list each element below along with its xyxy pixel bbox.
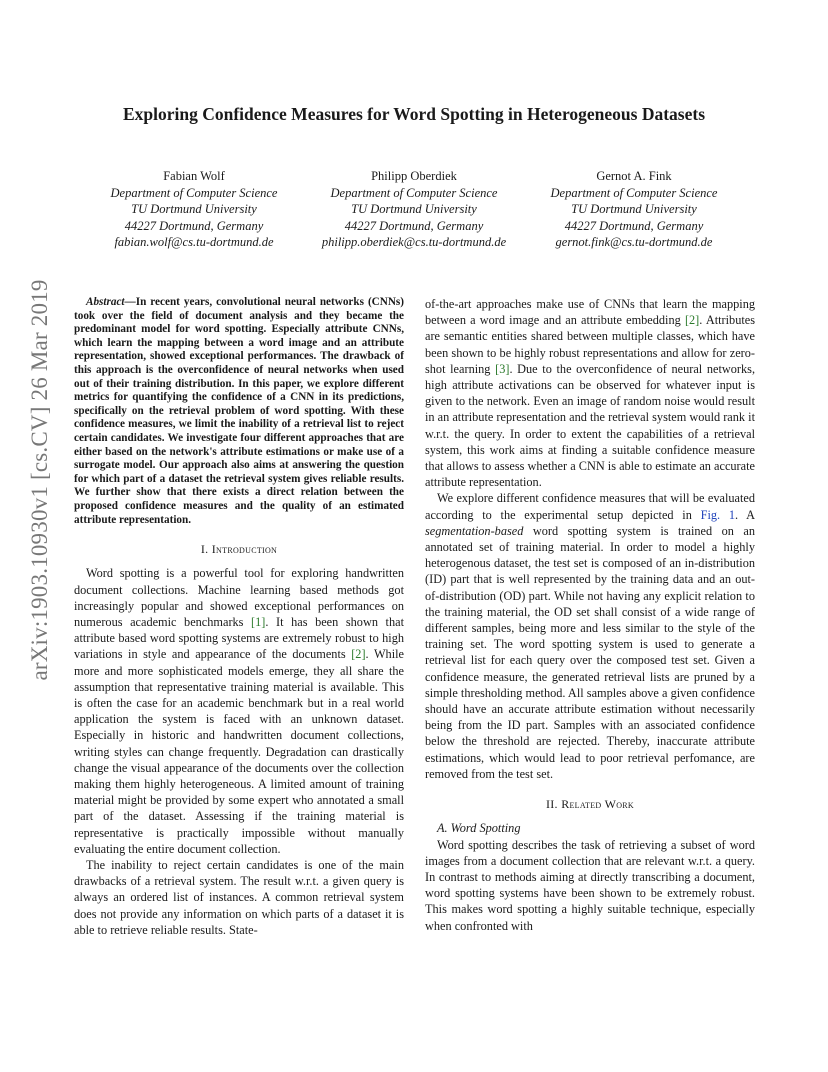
citation-link[interactable]: [2]: [684, 313, 700, 328]
author-university: TU Dortmund University: [571, 202, 697, 216]
text-run: of-the-art approaches make use of CNNs that learn the mapping between a word image and an attribute embedding: [425, 297, 755, 328]
author-address: 44227 Dortmund, Germany: [344, 218, 484, 233]
text-run: . While more and more sophisticated models emerge, they all share the assumption that representative training material is available. This is often the case for an academic benchmark but in a real world application the system is faced with an unknown dataset. Especially in historic and handwritten document collections, writing styles can change frequently. Degradation can drastically change the visual appearance of the documents over the collection making them highly heterogeneous. A limited amount of training material might be provided by some expert who annotated a small part of the dataset. Assessing if the training material is representative is practically impossible without manually evaluating the entire document collection.: [74, 647, 404, 856]
arxiv-identifier: arXiv:1903.10930v1 [cs.CV] 26 Mar 2019: [27, 279, 52, 681]
author-university: TU Dortmund University: [131, 202, 257, 216]
citation-link[interactable]: [2]: [351, 647, 366, 662]
author-name: Philipp Oberdiek: [371, 169, 457, 183]
author-department: Department of Computer Science: [550, 185, 718, 200]
author-department: Department of Computer Science: [110, 185, 278, 200]
abstract-lead: Abstract: [86, 296, 125, 308]
left-column: [74, 296, 404, 938]
text-run: Word spotting is a powerful tool for exploring handwritten document collections. Machine learning based methods got increasingly popular and showed exceptional performances on numerous academic benchmarks: [74, 566, 404, 629]
section-title: Introduction: [211, 542, 278, 557]
intro-paragraph-2: The inability to reject certain candidates is one of the main drawbacks of a retrieval system. The result w.r.t. a given query is always an ordered list of instances. A common retrieval system does not provide any information on which parts of a dataset it is able to retrieve reliable results. State-: [74, 857, 404, 937]
subsection-heading: A. Word Spotting: [437, 821, 521, 836]
author-block-1: [79, 168, 309, 251]
right-column: [425, 296, 755, 934]
author-block-3: [519, 168, 749, 251]
author-department: Department of Computer Science: [330, 185, 498, 200]
section-number: II.: [545, 797, 558, 812]
author-block-2: [299, 168, 529, 251]
author-email[interactable]: gernot.fink@cs.tu-dortmund.de: [555, 235, 713, 249]
intro-paragraph-3: [425, 490, 755, 782]
arxiv-sidebar: [27, 279, 52, 681]
text-run: word spotting system is trained on an annotated set of training material. In order to model a highly heterogenous dataset, the test set is composed of an in-distribution (ID) part that is well represented by the training data and an out-of-distribution (OD) part. While not having any explicit relation to the training material, the OD set shall consist of a wide range of different samples, being more and less similar to the style of the training set. The word spotting system is used to generate a retrieval list for each query over the composed test set. Given a confidence measure, the generated retrieval lists are pruned by a simple thresholding method. All samples above a given confidence should have an accurate attribute estimation without necessarily being from the ID part. Samples with an associated confidence below the threshold are rejected. Thereby, inaccurate attribute estimations, which would lead to poor retrieval perfomance, are removed from the test set.: [425, 523, 755, 781]
text-run: . It has been shown that attribute based word spotting systems are extremely robust to high variations in style and appearance of the documents: [74, 614, 404, 662]
citation-link[interactable]: [3]: [495, 361, 510, 376]
section-number: I.: [200, 542, 209, 557]
author-email[interactable]: philipp.oberdiek@cs.tu-dortmund.de: [321, 235, 507, 249]
author-name: Gernot A. Fink: [596, 169, 672, 183]
intro-paragraph-1: [74, 565, 404, 857]
text-run: We explore different confidence measures that will be evaluated according to the experimental setup depicted in: [425, 491, 755, 522]
abstract-text: —In recent years, convolutional neural networks (CNNs) took over the field of document analysis and they became the predominant model for word spotting. Especially attribute CNNs, which learn the mapping between a word image and an attribute representation, showed exceptional performances. The drawback of this approach is the overconfidence of neural networks when used out of their training distribution. In this paper, we explore different metrics for quantifying the confidence of a CNN in its predictions, specifically on the retrieval problem of word spotting. With these confidence measures, we limit the inability of a retrieval list to reject certain candidates. We investigate four different approaches that are either based on the network's attribute estimations or make use of a surrogate model. Our approach also aims at answering the question for which part of a dataset the retrieval system gives reliable results. We further show that there exists a direct relation between the proposed confidence measures and the quality of an estimated attribute representation.: [74, 296, 404, 526]
author-university: TU Dortmund University: [351, 202, 477, 216]
text-run: . A: [734, 507, 755, 522]
section-title: Related Work: [561, 797, 635, 812]
section-heading-introduction: [74, 541, 404, 557]
text-run: . Attributes are semantic entities shared between multiple classes, which have been shown to be highly robust representations and allow for zero-shot learning: [425, 313, 756, 376]
citation-link[interactable]: [1]: [251, 614, 266, 629]
paper-title: Exploring Confidence Measures for Word Spotting in Heterogeneous Datasets: [122, 104, 706, 124]
author-name: Fabian Wolf: [163, 169, 225, 183]
author-email[interactable]: fabian.wolf@cs.tu-dortmund.de: [114, 235, 274, 249]
emphasis: segmentation-based: [425, 523, 524, 538]
text-run: . Due to the overconfidence of neural networks, high attribute activations can be observed for whatever input is given to the network. Even an image of random noise would result in an attribute representation and the retrieval system would rank it w.r.t. the query. In order to extent the capabilities of a retrieval system, this work aims at finding a suitable confidence measure that allows to assess whether a CNN is able to estimate an accurate attribute representation.: [425, 361, 756, 490]
author-address: 44227 Dortmund, Germany: [564, 218, 704, 233]
related-work-paragraph-1: Word spotting describes the task of retrieving a subset of word images from a document collection that are relevant w.r.t. a query. In contrast to methods aiming at directly transcribing a document, word spotting systems have been shown to be extremely robust. This makes word spotting a highly suitable technique, especially when confronted with: [425, 837, 755, 933]
abstract: [74, 296, 404, 527]
section-heading-related-work: [425, 796, 755, 812]
intro-paragraph-2-continued: [425, 296, 755, 490]
figure-link[interactable]: Fig. 1: [700, 507, 735, 522]
author-address: 44227 Dortmund, Germany: [124, 218, 264, 233]
